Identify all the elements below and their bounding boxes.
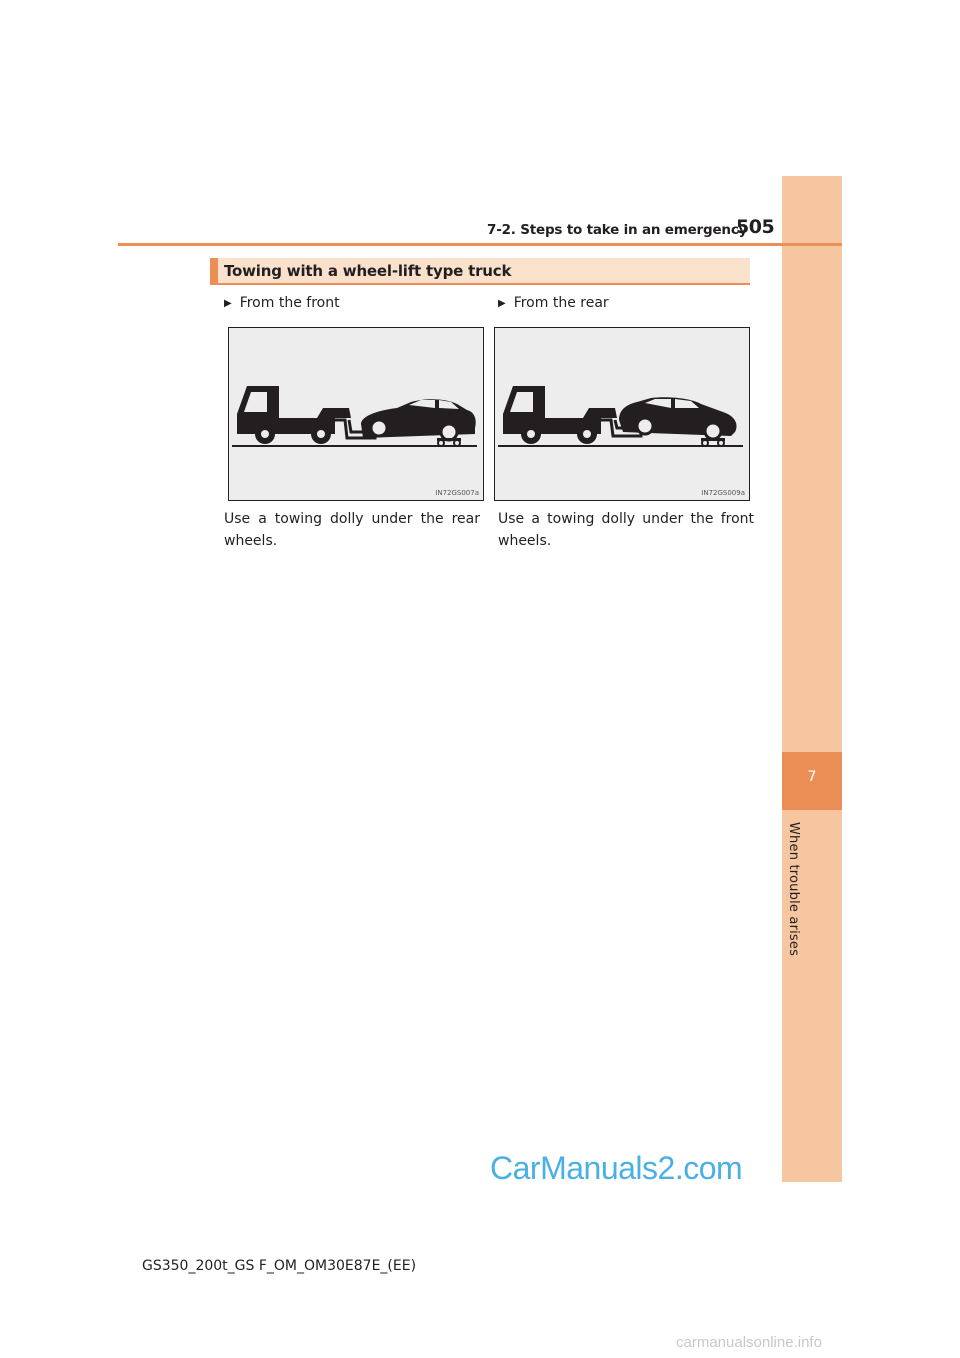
page-number: 505	[736, 216, 775, 238]
sub-heading-text: Towing with a wheel-lift type truck	[224, 262, 512, 280]
bullet-triangle-icon: ▶	[498, 298, 506, 309]
tow-truck-rear-illustration	[495, 328, 749, 500]
chapter-label: When trouble arises	[786, 822, 801, 957]
figure-code: IN72GS009a	[701, 489, 745, 497]
footer-document-code: GS350_200t_GS F_OM_OM30E87E_(EE)	[142, 1258, 417, 1274]
figure-tow-from-rear	[494, 327, 750, 501]
case-label-front	[224, 295, 340, 311]
header-divider	[118, 243, 842, 246]
chapter-number-tab[interactable]: 7	[782, 752, 842, 810]
section-title: 7-2. Steps to take in an emergency	[487, 222, 748, 238]
case-label-rear	[498, 295, 609, 311]
sub-heading	[210, 258, 750, 285]
tow-truck-front-illustration	[229, 328, 483, 500]
case-label-text: From the rear	[513, 295, 609, 311]
chapter-side-tab	[782, 176, 842, 1182]
watermark-logo[interactable]: CarManuals2.com	[490, 1150, 743, 1186]
footer-site-link[interactable]: carmanualsonline.info	[676, 1334, 822, 1351]
caption-rear: Use a towing dolly under the front wheels.	[498, 511, 754, 549]
case-label-text: From the front	[239, 295, 340, 311]
caption-front: Use a towing dolly under the rear wheels.	[224, 511, 480, 549]
bullet-triangle-icon: ▶	[224, 298, 232, 309]
figure-code: IN72GS007a	[435, 489, 479, 497]
figure-tow-from-front	[228, 327, 484, 501]
